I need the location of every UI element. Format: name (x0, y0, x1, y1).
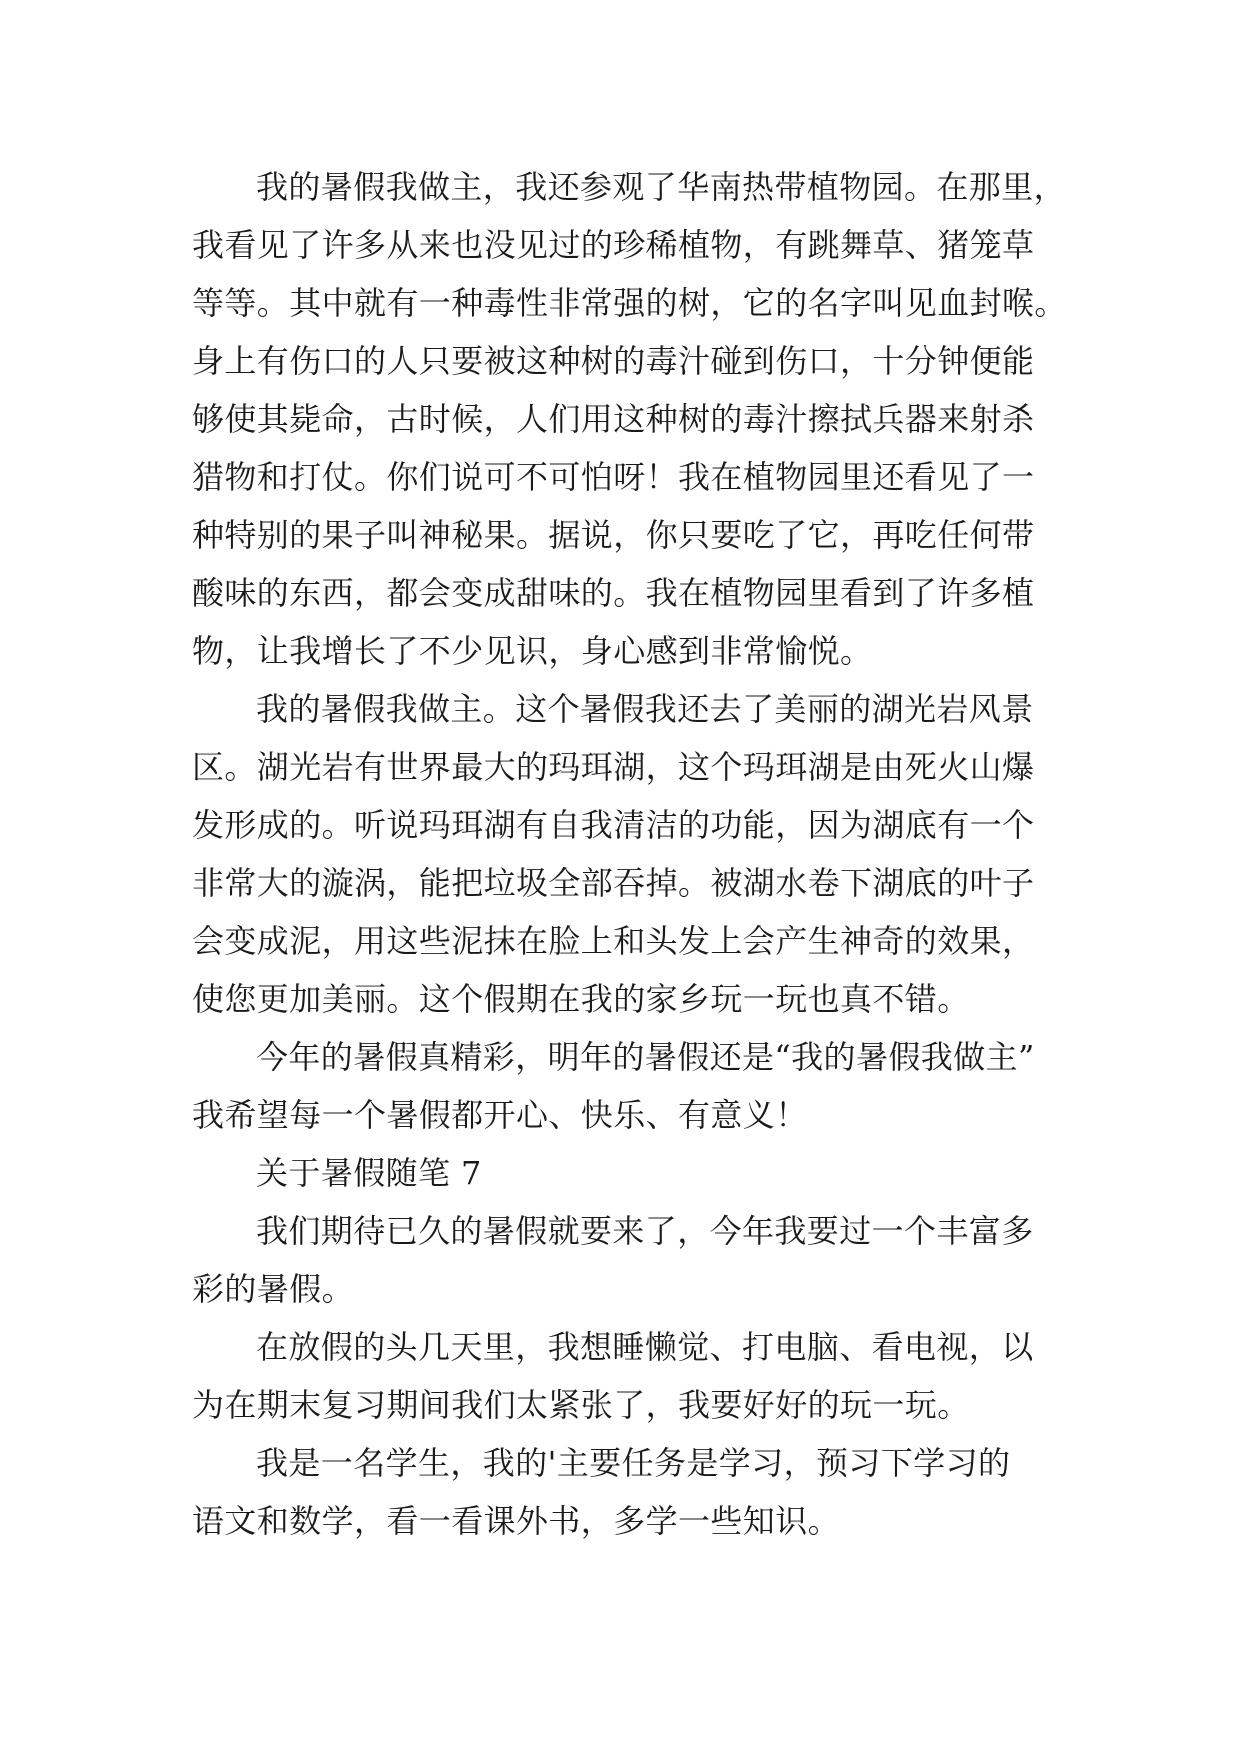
text-line: 语文和数学，看一看课外书，多学一些知识。 (192, 1502, 841, 1540)
text-line: 够使其毙命，古时候，人们用这种树的毒汁擦拭兵器来射杀 (192, 400, 1035, 438)
text-line: 在放假的头几天里，我想睡懒觉、打电脑、看电视，以 (256, 1328, 1034, 1366)
text-line: 猎物和打仗。你们说可不可怕呀！我在植物园里还看见了一 (192, 458, 1035, 496)
text-line: 今年的暑假真精彩，明年的暑假还是“我的暑假我做主” (256, 1038, 1035, 1076)
text-line: 我的暑假我做主。这个暑假我还去了美丽的湖光岩风景 (256, 690, 1034, 728)
text-line: 身上有伤口的人只要被这种树的毒汁碰到伤口，十分钟便能 (192, 342, 1035, 380)
text-line: 区。湖光岩有世界最大的玛珥湖，这个玛珥湖是由死火山爆 (192, 748, 1035, 786)
text-line: 我希望每一个暑假都开心、快乐、有意义！ (192, 1096, 808, 1134)
text-line: 非常大的漩涡，能把垃圾全部吞掉。被湖水卷下湖底的叶子 (192, 864, 1035, 902)
document-body (192, 158, 1072, 1550)
text-line: 使您更加美丽。这个假期在我的家乡玩一玩也真不错。 (192, 980, 970, 1018)
text-line: 酸味的东西，都会变成甜味的。我在植物园里看到了许多植 (192, 574, 1035, 612)
text-line: 发形成的。听说玛珥湖有自我清洁的功能，因为湖底有一个 (192, 806, 1035, 844)
text-line: 关于暑假随笔 7 (256, 1154, 482, 1192)
text-line: 为在期末复习期间我们太紧张了，我要好好的玩一玩。 (192, 1386, 970, 1424)
text-line: 物，让我增长了不少见识，身心感到非常愉悦。 (192, 632, 873, 670)
text-line: 等等。其中就有一种毒性非常强的树，它的名字叫见血封喉。 (192, 284, 1067, 322)
text-line: 会变成泥，用这些泥抹在脸上和头发上会产生神奇的效果， (192, 922, 1035, 960)
text-line: 种特别的果子叫神秘果。据说，你只要吃了它，再吃任何带 (192, 516, 1035, 554)
text-line: 彩的暑假。 (192, 1270, 355, 1308)
text-line: 我看见了许多从来也没见过的珍稀植物，有跳舞草、猪笼草 (192, 226, 1035, 264)
text-line: 我们期待已久的暑假就要来了，今年我要过一个丰富多 (256, 1212, 1034, 1250)
text-line: 我的暑假我做主，我还参观了华南热带植物园。在那里， (256, 168, 1067, 206)
text-line: 我是一名学生，我的'主要任务是学习，预习下学习的 (256, 1444, 1011, 1482)
